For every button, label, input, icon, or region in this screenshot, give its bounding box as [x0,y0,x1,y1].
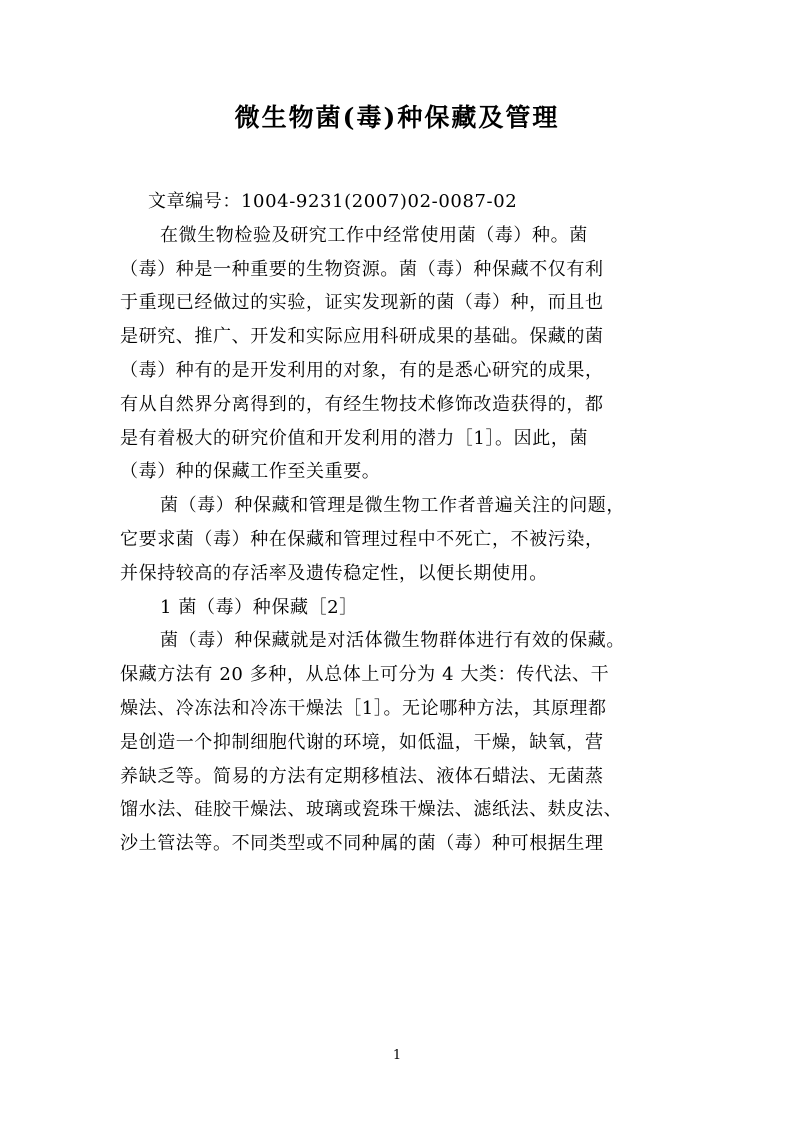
paragraph-line: 保藏方法有 20 多种，从总体上可分为 4 大类：传代法、干 [120,664,610,686]
paragraph-line: 它要求菌（毒）种在保藏和管理过程中不死亡，不被污染， [120,528,604,550]
paragraph-line: （毒）种的保藏工作至关重要。 [120,461,381,483]
document-title: 微生物菌(毒)种保藏及管理 [234,103,560,132]
article-number-line: 文章编号：1004-9231(2007)02-0087-02 [148,191,518,212]
paragraph-line: 有从自然界分离得到的，有经生物技术修饰改造获得的，都 [120,393,604,415]
page-number: 1 [392,1048,402,1063]
paragraph-line: 菌（毒）种保藏就是对活体微生物群体进行有效的保藏。 [160,630,625,652]
paragraph-line: 是研究、推广、开发和实际应用科研成果的基础。保藏的菌 [120,326,604,348]
paragraph-line: 沙土管法等。不同类型或不同种属的菌（毒）种可根据生理 [120,833,604,855]
section-heading: 1 菌（毒）种保藏［2］ [160,596,358,618]
paragraph-line: 馏水法、硅胶干燥法、玻璃或瓷珠干燥法、滤纸法、麸皮法、 [120,799,623,821]
paragraph-line: 是创造一个抑制细胞代谢的环境，如低温，干燥，缺氧，营 [120,731,604,753]
paragraph-line: 在微生物检验及研究工作中经常使用菌（毒）种。菌 [160,224,588,246]
paragraph-line: 并保持较高的存活率及遗传稳定性，以便长期使用。 [120,562,548,584]
document-body [120,185,676,861]
paragraph-line: 燥法、冷冻法和冷冻干燥法［1］。无论哪种方法，其原理都 [120,697,607,719]
paragraph-line: 养缺乏等。简易的方法有定期移植法、液体石蜡法、无菌蒸 [120,765,604,787]
paragraph-line: （毒）种有的是开发利用的对象，有的是悉心研究的成果， [120,359,604,381]
paragraph-line: 是有着极大的研究价值和开发利用的潜力［1］。因此，菌 [120,427,589,449]
paragraph-line: 菌（毒）种保藏和管理是微生物工作者普遍关注的问题， [160,495,625,517]
paragraph-line: 于重现已经做过的实验，证实发现新的菌（毒）种，而且也 [120,292,604,314]
paragraph-line: （毒）种是一种重要的生物资源。菌（毒）种保藏不仅有利 [120,258,604,280]
